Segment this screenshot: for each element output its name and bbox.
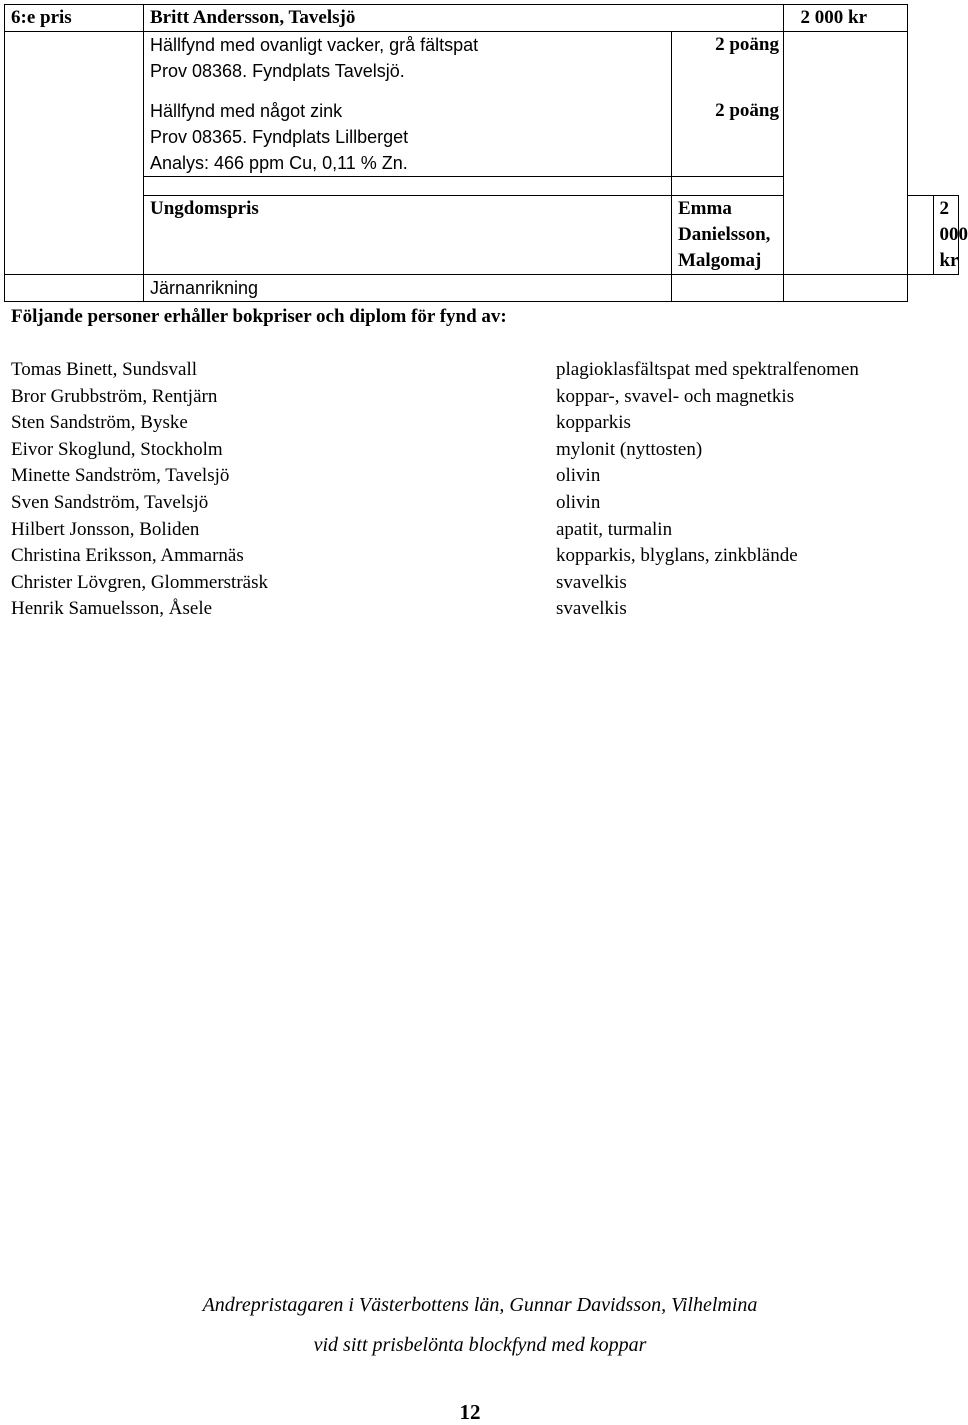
list-item: svavelkis xyxy=(556,598,627,620)
list-item: Hilbert Jonsson, Boliden xyxy=(11,518,200,540)
list-item: olivin xyxy=(556,491,601,513)
recipient-names-list xyxy=(11,357,268,623)
winner-name: Emma Danielsson, Malgomaj xyxy=(672,196,784,275)
empty-cell xyxy=(5,275,144,302)
spacer-cell xyxy=(144,177,672,196)
prize-label: 6:e pris xyxy=(5,5,144,32)
empty-cell xyxy=(784,32,908,275)
find-line: Prov 08368. Fyndplats Tavelsjö. xyxy=(150,61,405,81)
find-line: Analys: 466 ppm Cu, 0,11 % Zn. xyxy=(150,153,408,173)
prize-table xyxy=(4,4,968,302)
spacer-cell xyxy=(672,177,784,196)
list-item: koppar-, svavel- och magnetkis xyxy=(556,385,795,407)
list-item: Bror Grubbström, Rentjärn xyxy=(11,385,218,407)
list-item: Sten Sandström, Byske xyxy=(11,412,188,434)
prize-amount: 2 000 kr xyxy=(933,196,959,275)
prize-label: Ungdomspris xyxy=(144,196,672,275)
empty-cell xyxy=(672,275,784,302)
list-item: Henrik Samuelsson, Åsele xyxy=(11,598,213,620)
find-line: Hällfynd med ovanligt vacker, grå fältspat xyxy=(150,35,479,55)
list-item: kopparkis xyxy=(556,412,631,434)
list-item: Minette Sandström, Tavelsjö xyxy=(11,465,230,487)
table-row xyxy=(5,275,959,302)
table-row xyxy=(5,5,959,32)
page-number: 12 xyxy=(459,1400,481,1424)
find-types-list xyxy=(556,357,859,623)
empty-cell xyxy=(5,32,144,275)
section-heading: Följande personer erhåller bokpriser och diplom för fynd av: xyxy=(11,306,507,327)
find-description xyxy=(144,32,672,177)
list-item: Tomas Binett, Sundsvall xyxy=(11,359,198,380)
list-item: apatit, turmalin xyxy=(556,518,673,540)
list-item: kopparkis, blyglans, zinkblände xyxy=(556,545,798,567)
list-item: Eivor Skoglund, Stockholm xyxy=(11,438,223,460)
winner-name: Britt Andersson, Tavelsjö xyxy=(144,5,784,32)
list-item: Sven Sandström, Tavelsjö xyxy=(11,491,209,513)
points-value: 2 poäng xyxy=(715,100,779,121)
list-item: plagioklasfältspat med spektralfenomen xyxy=(556,359,859,380)
footer-caption-line: vid sitt prisbelönta blockfynd med koppar xyxy=(313,1334,647,1356)
points-value: 2 poäng xyxy=(715,34,779,55)
youth-note: Järnanrikning xyxy=(144,275,672,302)
prize-amount: 2 000 kr xyxy=(784,5,908,32)
list-item: mylonit (nyttosten) xyxy=(556,438,703,460)
list-item: olivin xyxy=(556,465,601,487)
find-line: Hällfynd med något zink xyxy=(150,101,343,121)
empty-cell xyxy=(908,196,934,275)
table-row xyxy=(5,32,959,177)
list-item: Christer Lövgren, Glommersträsk xyxy=(11,571,268,593)
empty-cell xyxy=(784,275,908,302)
find-line: Prov 08365. Fyndplats Lillberget xyxy=(150,127,409,147)
footer-caption-line: Andrepristagaren i Västerbottens län, Gunnar Davidsson, Vilhelmina xyxy=(202,1294,758,1316)
list-item: svavelkis xyxy=(556,571,627,593)
points-cell xyxy=(672,32,784,177)
list-item: Christina Eriksson, Ammarnäs xyxy=(11,545,244,567)
